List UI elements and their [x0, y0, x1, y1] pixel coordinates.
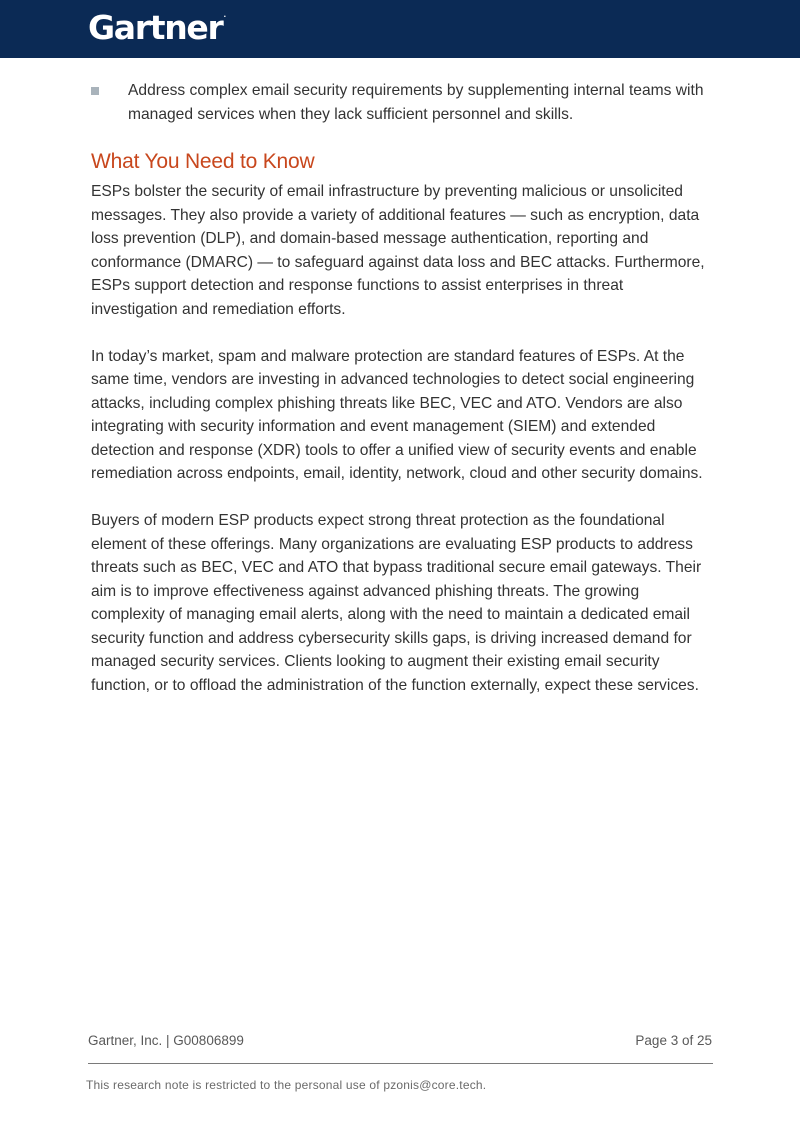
page-header: [0, 0, 800, 58]
logo-mark: .: [223, 11, 227, 19]
page-content: [91, 79, 711, 697]
square-bullet-icon: [91, 87, 99, 95]
logo-text: Gartner: [88, 8, 223, 47]
gartner-logo: [88, 8, 226, 47]
footer-doc-id: Gartner, Inc. | G00806899: [88, 1033, 244, 1048]
section-heading: What You Need to Know: [91, 150, 315, 173]
paragraph: In today’s market, spam and malware protection are standard features of ESPs. At the same time, vendors are investing in advanced technologies to detect social engineering attacks, including complex phishing threats like BEC, VEC and ATO. Vendors are also integrating with security information and event management (SIEM) and extended detection and response (XDR) tools to offer a unified view of security events and enable remediation across endpoints, email, identity, network, cloud and other security domains.: [91, 347, 703, 482]
page-number: Page 3 of 25: [635, 1033, 712, 1048]
restriction-notice: This research note is restricted to the personal use of pzonis@core.tech.: [86, 1078, 487, 1092]
paragraph: Buyers of modern ESP products expect strong threat protection as the foundational element of these offerings. Many organizations are evaluating ESP products to address threats such as BEC, VEC and ATO that bypass traditional secure email gateways. Their aim is to improve effectiveness against advanced phishing threats. The growing complexity of managing email alerts, along with the need to maintain a dedicated email security function and address cybersecurity skills gaps, is driving increased demand for managed security services. Clients looking to augment their existing email security function, or to offload the administration of the function externally, expect these services.: [91, 512, 702, 694]
list-item: [91, 79, 711, 126]
bullet-text: Address complex email security requirements by supplementing internal teams with managed services when they lack sufficient personnel and skills.: [128, 82, 704, 123]
footer-divider: [88, 1063, 713, 1064]
paragraph: ESPs bolster the security of email infrastructure by preventing malicious or unsolicited messages. They also provide a variety of additional features — such as encryption, data loss prevention (DLP), and domain-based message authentication, reporting and conformance (DMARC) — to safeguard against data loss and BEC attacks. Furthermore, ESPs support detection and response functions to assist enterprises in threat investigation and remediation efforts.: [91, 183, 705, 318]
